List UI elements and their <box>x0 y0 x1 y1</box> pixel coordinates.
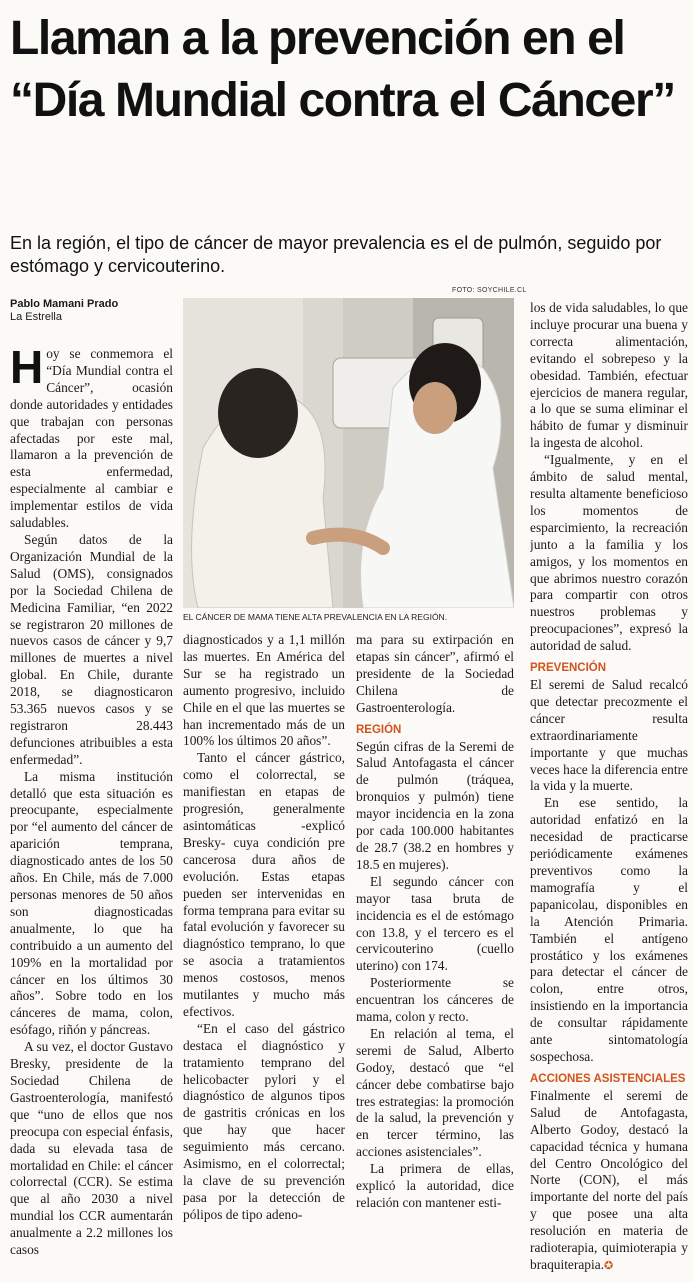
paragraph: A su vez, el doctor Gustavo Bresky, presidente de la Sociedad Chilena de Gastroenterología, manifestó que “uno de ellos que nos preocupa con especial énfasis, dada su elevada tasa de mortalidad en Chile: el cáncer colorrectal (CCR). Se estima que al año 2030 a nivel mundial los CCR aumentarán anualmente a 2.2 millones los casos <box>10 1039 173 1258</box>
paragraph: Según cifras de la Seremi de Salud Antofagasta el cáncer de pulmón (tráquea, bronquios y pulmón) tiene mayor incidencia en la zona por cada 100.000 habitantes de 28.7 (38.2 en hombres y 18.5 en mujeres). <box>356 738 514 872</box>
paragraph: Según datos de la Organización Mundial de la Salud (OMS), consignados por la Sociedad Chilena de Medicina Familiar, “en 2022 se registraron 20 millones de nuevos casos de cáncer y 9,7 millones de muertes a nivel global. En Chile, durante 2018, se diagnosticaron 53.365 nuevos casos y se registraron 28.443 defunciones atribuibles a esta enfermedad”. <box>10 531 173 767</box>
paragraph <box>530 1088 688 1275</box>
photo-credit: FOTO: SOYCHILE.CL <box>452 287 527 294</box>
section-heading-prevencion: PREVENCIÓN <box>530 662 607 675</box>
section-heading-acciones: ACCIONES ASISTENCIALES <box>530 1072 686 1085</box>
mammography-photo-illustration <box>183 298 514 608</box>
paragraph: En ese sentido, la autoridad enfatizó en la necesidad de practicarse periódicamente exámenes preventivos como la mamografía y el papanicolau, disponibles en la Atención Primaria. También el antígeno prostático y los exámenes para detectar el cáncer de colon, entre otros, insistiendo en la importancia de consultar rápidamente ante sintomatología sospechosa. <box>530 795 688 1064</box>
paragraph: El segundo cáncer con mayor tasa bruta de incidencia es el de estómago con 13.8, y el tercero es el cervicouterino (cuello uterino) con 174. <box>356 873 514 974</box>
article-photo <box>183 298 514 608</box>
paragraph: Tanto el cáncer gástrico, como el colorrectal, se manifiestan en etapas de progresión, generalmente asintomáticas -explicó Bresky- cuya condición pre cancerosa dura años de evolución. Estas etapas pueden ser intervenidas en forma temprana para evitar su fatal evolución y favorecer su diagnóstico temprano, lo que se asocia a tratamientos menos costosos, menos mutilantes y mucho más efectivos. <box>183 750 345 1019</box>
dropcap: H <box>10 346 44 393</box>
section-heading-region: REGIÓN <box>356 723 402 736</box>
paragraph: “Igualmente, y en el ámbito de salud mental, resulta altamente beneficioso los momentos de esparcimiento, la recreación junto a la familia y los amigos, y los momentos en que abrimos nuestro corazón para compartir con otros nuestros problemas y preocupaciones”, expresó la autoridad de salud. <box>530 452 688 654</box>
paragraph: los de vida saludables, lo que incluye procurar una buena y correcta alimentación, evitando el sobrepeso y la obesidad. También, efectuar ejercicios de manera regular, a lo que se suma eliminar el hábito de fumar y disminuir la ingesta de alcohol. <box>530 300 688 451</box>
column-4 <box>530 300 688 1280</box>
paragraph: La misma institución detalló que esta situación es preocupante, especialmente por “el aumento del cáncer de aparición temprana, diagnosticado antes de los 50 años. En Chile, más de 7.000 personas menores de 50 años son diagnosticadas anualmente, lo que ha contribuido a un aumento del 109% en la mortalidad por cáncer en los últimos 30 años”. Sobre todo en los cánceres de mama, colon, esófago, riñón y páncreas. <box>10 768 173 1038</box>
paragraph: El seremi de Salud recalcó que detectar precozmente el cáncer resulta extraordinariamente importante y que muchas veces hace la diferencia entre la vida y la muerte. <box>530 677 688 794</box>
headline: Llaman a la prevención en el “Día Mundial contra el Cáncer” <box>10 12 675 127</box>
column-2 <box>183 632 345 1280</box>
paragraph: En relación al tema, el seremi de Salud, Alberto Godoy, destacó que “el cáncer debe combatirse bajo tres estrategias: la promoción de la salud, la prevención y en tercer término, las acciones asistenciales”. <box>356 1025 514 1160</box>
publication-source: La Estrella <box>10 311 62 323</box>
paragraph: Posteriormente se encuentran los cánceres de mama, colon y recto. <box>356 975 514 1025</box>
paragraph: “En el caso del gástrico destaca el diagnóstico y tratamiento temprano del helicobacter pylori y el diagnóstico de algunos tipos de gastritis crónicas en los que hay que hacer seguimiento más cercano. Asimismo, en el colorrectal; la clave de su prevención pasa por la detección de pólipos de tipo adeno- <box>183 1020 345 1222</box>
end-mark-icon: ✪ <box>603 1259 614 1272</box>
column-1 <box>10 346 173 1276</box>
paragraph: ma para su extirpación en etapas sin cáncer”, afirmó el presidente de la Sociedad Chilena de Gastroenterología. <box>356 632 514 715</box>
deck-subtitle: En la región, el tipo de cáncer de mayor prevalencia es el de pulmón, seguido por estómago y cervicouterino. <box>10 233 662 276</box>
paragraph: La primera de ellas, explicó la autoridad, dice relación con mantener esti- <box>356 1161 514 1210</box>
paragraph-text: Finalmente el seremi de Salud de Antofagasta, Alberto Godoy, destacó la capacidad técnica y humana del Centro Oncológico del Norte (CON), el más importante del norte del país y que posee una alta resolución en materia de radioterapia, quimioterapia y braquiterapia. <box>530 1087 688 1272</box>
paragraph: oy se conmemora el “Día Mundial contra el Cáncer”, ocasión donde autoridades y entidades que trabajan con personas afectadas por este mal, llamaron a la prevención de esta enfermedad, especialmente al cambiar e implementar estilos de vida saludables. <box>10 346 173 531</box>
author-name: Pablo Mamani Prado <box>10 298 119 310</box>
column-3 <box>356 632 514 1280</box>
paragraph: diagnosticados y a 1,1 millón las muertes. En América del Sur se ha registrado un aumento progresivo, incluido Chile en el que las muertes se han incrementado más de un 100% los últimos 20 años”. <box>183 632 345 749</box>
photo-caption: EL CÁNCER DE MAMA TIENE ALTA PREVALENCIA EN LA REGIÓN. <box>183 612 448 622</box>
